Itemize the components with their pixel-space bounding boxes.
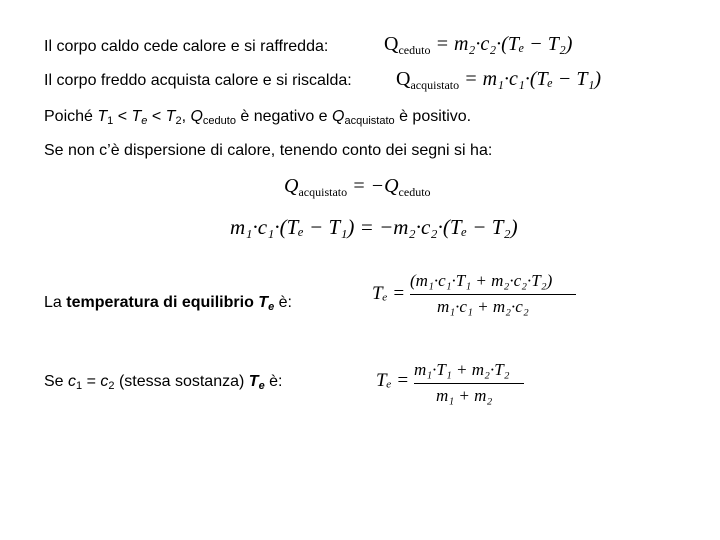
statement-sign-condition: Poiché $T_1 < T_e < T_2$, $Q_{ceduto}$ è negativo e $Q_{acquistato}$ è positivo. bbox=[44, 108, 472, 127]
q-subscript: ceduto bbox=[398, 43, 431, 57]
statement-no-dispersion: Se non c’è dispersione di calore, tenendo conto dei segni si ha: bbox=[44, 142, 493, 159]
te-same-numerator: m₁·T₁ + m₂·T₂ bbox=[414, 360, 510, 379]
q-symbol: Q bbox=[384, 33, 399, 55]
equation-rhs: = m₁·c₁·(Tₑ − T₁) bbox=[464, 68, 602, 90]
statement-cold-body: Il corpo freddo acquista calore e si riscalda: bbox=[44, 72, 352, 89]
statement-hot-body: Il corpo caldo cede calore e si raffredda: bbox=[44, 38, 329, 55]
te-same-fraction-bar bbox=[414, 383, 524, 384]
te-general-lhs: Tₑ = bbox=[372, 283, 406, 304]
equation-balance: $Q_{acquistato} = -Q_{ceduto}$ bbox=[284, 175, 431, 199]
te-general-denominator: m₁·c₁ + m₂·c₂ bbox=[437, 297, 529, 316]
equation-expanded: m₁·c₁·(Tₑ − T₁) = −m₂·c₂·(Tₑ − T₂) bbox=[230, 215, 518, 239]
te-general-numerator: (m₁·c₁·T₁ + m₂·c₂·T₂) bbox=[410, 271, 553, 290]
equation-q-acquistato bbox=[396, 67, 601, 91]
te-same-lhs: Tₑ = bbox=[376, 370, 410, 391]
equation-rhs: = m₂·c₂·(Tₑ − T₂) bbox=[435, 33, 573, 55]
statement-equilibrium-temperature: La temperatura di equilibrio $T_e$ è: bbox=[44, 294, 292, 313]
q-symbol: Q bbox=[396, 68, 411, 90]
q-subscript: acquistato bbox=[410, 78, 460, 92]
statement-same-substance: Se $c_1 = c_2$ (stessa sostanza) $T_e$ è: bbox=[44, 373, 283, 392]
te-same-denominator: m₁ + m₂ bbox=[436, 386, 493, 405]
te-general-fraction-bar bbox=[410, 294, 576, 295]
equation-q-ceduto bbox=[384, 32, 572, 56]
